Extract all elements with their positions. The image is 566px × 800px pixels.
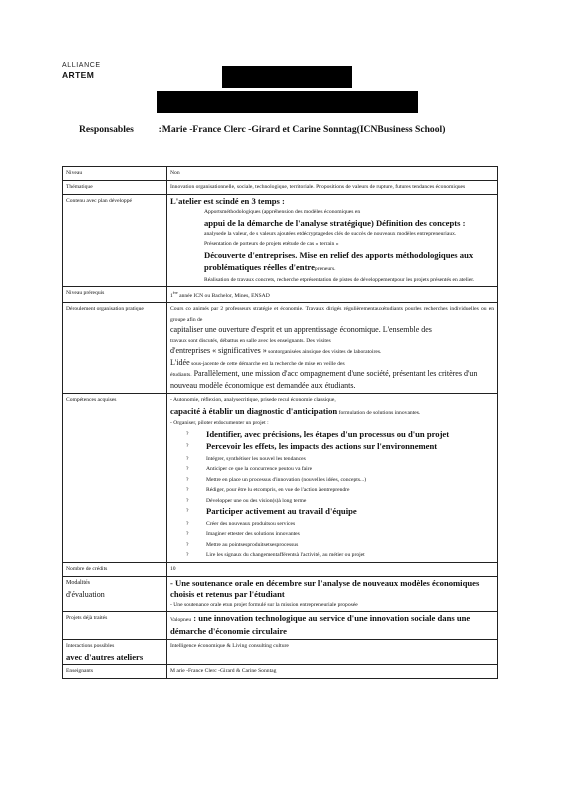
competence-item-text: Anticiper ce que la concurrence peutou va faire [206,466,313,473]
row-contenu [63,195,498,287]
contenu-item-2-small: Présentation de porteurs de projets etétude de cas « terrain » [204,241,339,247]
enseignants-label: Enseignants [63,665,167,679]
bullet-icon: ? [186,531,189,538]
enseignants-value: M arie -France Clerc -Girard & Carine Sonntag [167,665,498,679]
deroulement-value [167,303,498,394]
evaluation-label-1: Modalités [66,579,90,586]
contenu-item-1-bold: appui de la démarche de l'analyse stratégique) Définition des concepts : [204,217,466,228]
responsables-label: Responsables [79,124,134,135]
competence-item-text: Identifier, avec précisions, les étapes d'un processus ou d'un projet [206,428,450,439]
bullet-icon: ? [186,455,189,462]
bullet-icon: ? [186,520,189,527]
deroulement-line-4a: d'entreprises « significatives » [170,346,267,356]
competence-item [170,485,494,496]
logo-line-artem: ARTEM [62,70,95,80]
competences-label: Compétences acquises [63,394,167,563]
prerequis-text: année ICN ou Bachelor, Mines, ENSAD [177,292,270,299]
projets-label: Projets déjà traités [63,612,167,640]
bullet-icon: ? [186,476,189,483]
projets-value-bold: : une innovation technologique au service d'une innovation sociale dans une démarche d'économie circulaire [170,613,471,636]
thematique-value: Innovation organisationnelle, sociale, technologique, territoriale. Propositions de valeurs de rupture, futures tendances économiques [167,181,498,195]
row-evaluation [63,576,498,612]
competences-value [167,394,498,563]
competences-organiser-line: - Organiser, piloter etdocumenter un projet : [170,420,269,427]
competence-item-text: Rédiger, pour être lu etcompris, en vue de l'action àentreprendre [206,487,350,494]
prerequis-number: 1 [170,292,173,299]
credits-label: Nombre de crédits [63,562,167,576]
competence-item [170,429,494,442]
competence-item [170,519,494,530]
evaluation-bold: - Une soutenance orale en décembre sur l'analyse de nouveaux modèles économiques choisis et retenus par l'étudiant [170,577,480,599]
row-niveau [63,167,498,181]
bullet-icon: ? [186,487,189,494]
deroulement-line-5b: sous-jacente de cette démarche est la recherche de mise en veille des [191,360,345,367]
competence-item-text: Participer activement au travail d'équipe [206,506,357,517]
contenu-item-2-bold: Découverte d'entreprises. Mise en relief des apports méthodologiques aux problématiques réelles d'entre [204,249,474,272]
contenu-item-1-detail: analysede la valeur, de s valeurs ajoutées etdécryptagedes clés de succès de nouveaux modèles entrepreneuriaux. [204,230,457,237]
interactions-label [63,640,167,665]
competence-item-text: Mettre en place un processus d'innovation (nouvelles idées, concepts...) [206,476,367,483]
projets-value-pre: Valopneu [170,617,192,624]
competences-line-2-bold: capacité à établir un diagnostic d'anticipation [170,405,338,416]
row-thematique [63,181,498,195]
row-prerequis [63,287,498,303]
prerequis-label: Niveau prérequis [63,287,167,303]
competence-item-text: Mettre au pointsesproduitsetsesprocessus [206,541,299,548]
projets-value [167,612,498,640]
redacted-subtitle-block [157,91,418,113]
competence-item [170,506,494,519]
row-deroulement [63,303,498,394]
contenu-intro: L'atelier est scindé en 3 temps : [170,196,285,206]
deroulement-line-4b: sontorganisées ainsique des visites de laboratoires. [266,349,382,356]
prerequis-sup: ère [172,290,178,295]
competence-item [170,529,494,540]
row-enseignants [63,665,498,679]
bullet-icon: ? [186,508,189,515]
competence-item-text: Lire les signaux du changementafférentsà l'activité, au métier ou projet [206,552,365,559]
row-interactions [63,640,498,665]
evaluation-label [63,576,167,612]
prerequis-value [167,287,498,303]
competences-line-2-tail: formulation de solutions innovantes. [338,409,421,416]
interactions-value: Intelligence économique & Living consulting culture [167,640,498,665]
competence-item [170,550,494,561]
competence-item-text: Percevoir les effets, les impacts des actions sur l'environnement [206,441,438,452]
row-credits [63,562,498,576]
competence-item-text: Créer des nouveaux produitsou services [206,520,296,527]
deroulement-line-1: Cours co animés par 2 professeurs stratégie et économie. Travaux dirigés régulièrementauxétudiants pourles recherches individuelles ou en groupe afin de [170,306,494,323]
logo-line-alliance: ALLIANCE [62,62,101,69]
deroulement-line-5a: L'idée [170,357,190,367]
row-competences [63,394,498,563]
interactions-label-1: Interactions possibles [66,643,115,650]
competence-item [170,496,494,507]
competence-item-text: Intégrer, synthétiser les nouvel les tendances [206,455,306,462]
competence-item [170,540,494,551]
evaluation-small: - Une soutenance orale etun projet formulé sur la mission entrepreneuriale proposée [170,601,358,608]
niveau-label: Niveau [63,167,167,181]
interactions-label-2: avec d'autres ateliers [66,652,144,663]
deroulement-line-6b: Parallèlement, une mission d'acc ompagnement d'une société, présentant les critères d'un nouveau modèle économique est demandée aux étudiants. [170,369,478,390]
bullet-icon: ? [186,497,189,504]
competence-item [170,464,494,475]
redacted-title-block [222,66,352,88]
bullet-icon: ? [186,466,189,473]
competence-item [170,441,494,454]
deroulement-line-3: travaux sont discutés, débattus en salle avec les enseignants. Des visites [170,337,331,344]
thematique-label: Thématique [63,181,167,195]
contenu-item-1 [170,207,494,239]
competence-item-text: Développer une ou des vision(s)à long terme [206,497,307,504]
credits-value: 10 [167,562,498,576]
competence-item-text: Imaginer ettester des solutions innovantes [206,531,300,538]
competences-list [170,429,494,561]
bullet-icon: ? [186,541,189,548]
deroulement-label: Déroulement organisation pratique [63,303,167,394]
competences-line-1: - Autonomie, réflexion, analysecritique, prisede recul économie classique, [170,397,336,404]
bullet-icon: ? [186,430,189,437]
responsables-value: :Marie -France Clerc -Girard et Carine Sonntag(ICNBusiness School) [158,124,446,135]
evaluation-label-2: d'évaluation [66,589,105,599]
evaluation-value [167,576,498,612]
contenu-item-1-small: Apportsméthodologiques (appréhension des modèles économiques en [204,209,361,215]
bullet-icon: ? [186,443,189,450]
deroulement-line-6a: étudiants. [170,372,192,379]
contenu-label: Contenu avec plan développé [63,195,167,287]
deroulement-line-2: capitaliser une ouverture d'esprit et un apprentissage économique. L'ensemble des [170,325,432,335]
competence-item [170,454,494,465]
contenu-item-3: Réalisation de travaux concrets, recherche etprésentation de pistes de développementpour les projets présentés en atelier. [204,276,475,283]
contenu-item-2 [170,239,494,275]
contenu-item-2-tail: preneurs. [314,266,336,272]
alliance-artem-logo [62,62,101,80]
row-projets [63,612,498,640]
competence-item [170,475,494,486]
contenu-value [167,195,498,287]
niveau-value: Non [167,167,498,181]
course-description-table [62,166,498,679]
bullet-icon: ? [186,552,189,559]
